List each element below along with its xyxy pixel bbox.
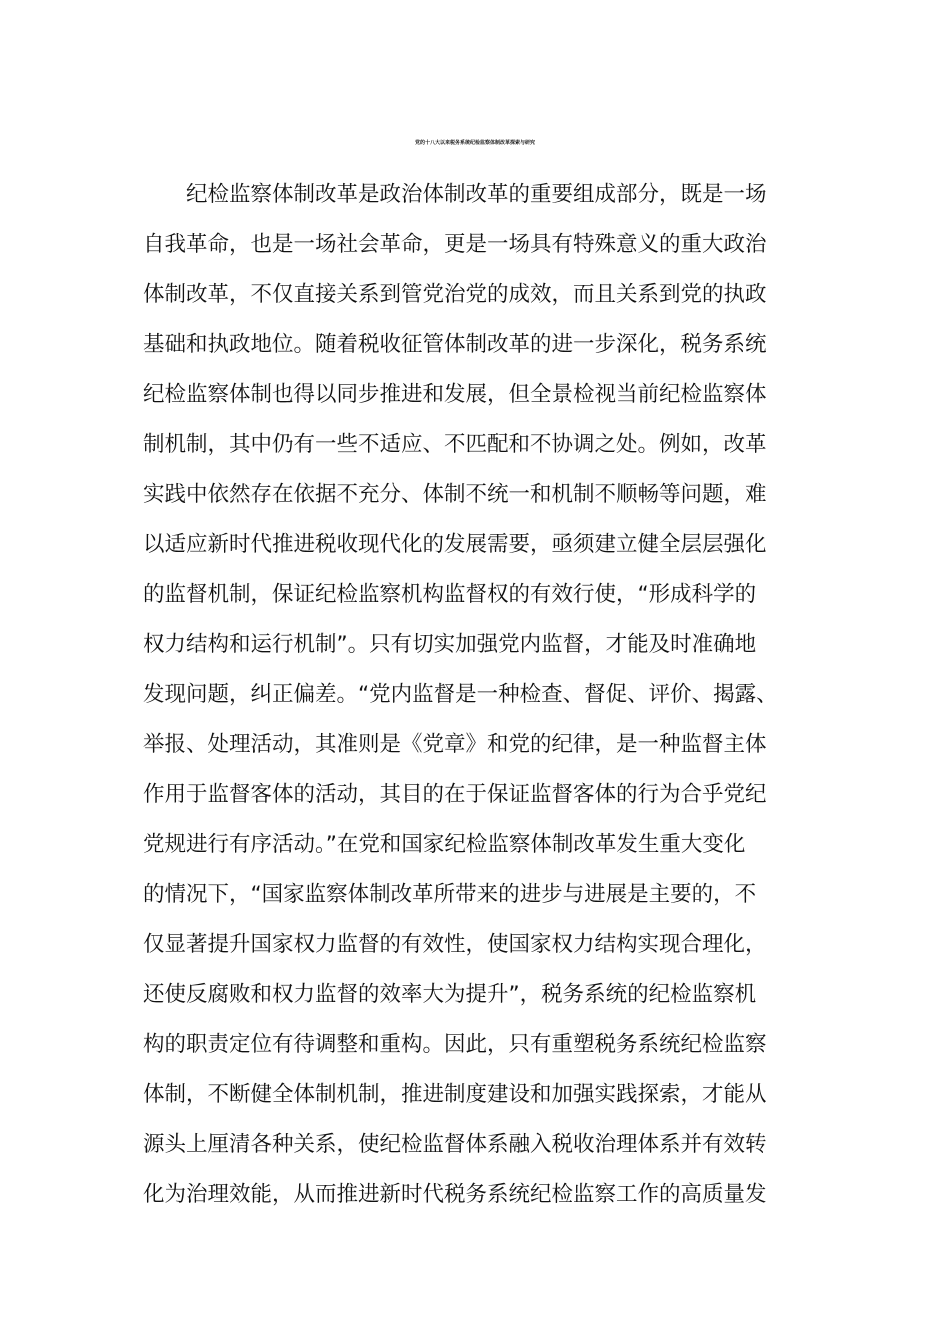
promo-line-consult <box>0 68 950 92</box>
body-line: 仅显著提升国家权力监督的有效性，使国家权力结构实现合理化， <box>143 932 767 957</box>
promo-line-materials <box>0 1242 950 1266</box>
body-line: 的情况下，“国家监察体制改革所带来的进步与进展是主要的，不 <box>143 882 757 907</box>
body-line: 作用于监督客体的活动，其目的在于保证监督客体的行为合乎党纪 <box>143 782 767 807</box>
promo-line-materials <box>0 92 950 116</box>
body-line: 实践中依然存在依据不充分、体制不统一和机制不顺畅等问题，难 <box>143 482 767 507</box>
promo-header <box>0 68 950 116</box>
body-line: 制机制，其中仍有一些不适应、不匹配和不协调之处。例如，改革 <box>143 432 767 457</box>
body-line: 体制改革，不仅直接关系到管党治党的成效，而且关系到党的执政 <box>143 282 767 307</box>
body-line: 党规进行有序活动。”在党和国家纪检监察体制改革发生重大变化 <box>143 832 746 857</box>
body-line: 还使反腐败和权力监督的效率大为提升”，税务系统的纪检监察机 <box>143 982 757 1007</box>
body-line: 权力结构和运行机制”。只有切实加强党内监督，才能及时准确地 <box>143 632 757 657</box>
body-line: 以适应新时代推进税收现代化的发展需要，亟须建立健全层层强化 <box>143 532 767 557</box>
body-line: 体制，不断健全体制机制，推进制度建设和加强实践探索，才能从 <box>143 1082 767 1107</box>
body-line: 举报、处理活动，其准则是《党章》和党的纪律，是一种监督主体 <box>143 732 767 757</box>
body-line: 的监督机制，保证纪检监察机构监督权的有效行使，“形成科学的 <box>143 582 757 607</box>
body-line: 纪检监察体制也得以同步推进和发展，但全景检视当前纪检监察体 <box>143 382 767 407</box>
body-line: 自我革命，也是一场社会革命，更是一场具有特殊意义的重大政治 <box>143 232 767 257</box>
body-line: 构的职责定位有待调整和重构。因此，只有重塑税务系统纪检监察 <box>143 1032 767 1057</box>
document-body <box>143 170 823 1220</box>
promo-line-consult <box>0 1218 950 1242</box>
body-line: 化为治理效能，从而推进新时代税务系统纪检监察工作的高质量发 <box>143 1182 767 1207</box>
body-line: 源头上厘清各种关系，使纪检监督体系融入税收治理体系并有效转 <box>143 1132 767 1157</box>
body-line: 纪检监察体制改革是政治体制改革的重要组成部分，既是一场 <box>143 182 767 207</box>
document-title: 党的十八大以来税务系统纪检监察体制改革探索与研究 <box>414 140 535 146</box>
body-line: 基础和执政地位。随着税收征管体制改革的进一步深化，税务系统 <box>143 332 767 357</box>
body-line: 发现问题，纠正偏差。“党内监督是一种检查、督促、评价、揭露、 <box>143 682 778 707</box>
promo-footer <box>0 1218 950 1266</box>
